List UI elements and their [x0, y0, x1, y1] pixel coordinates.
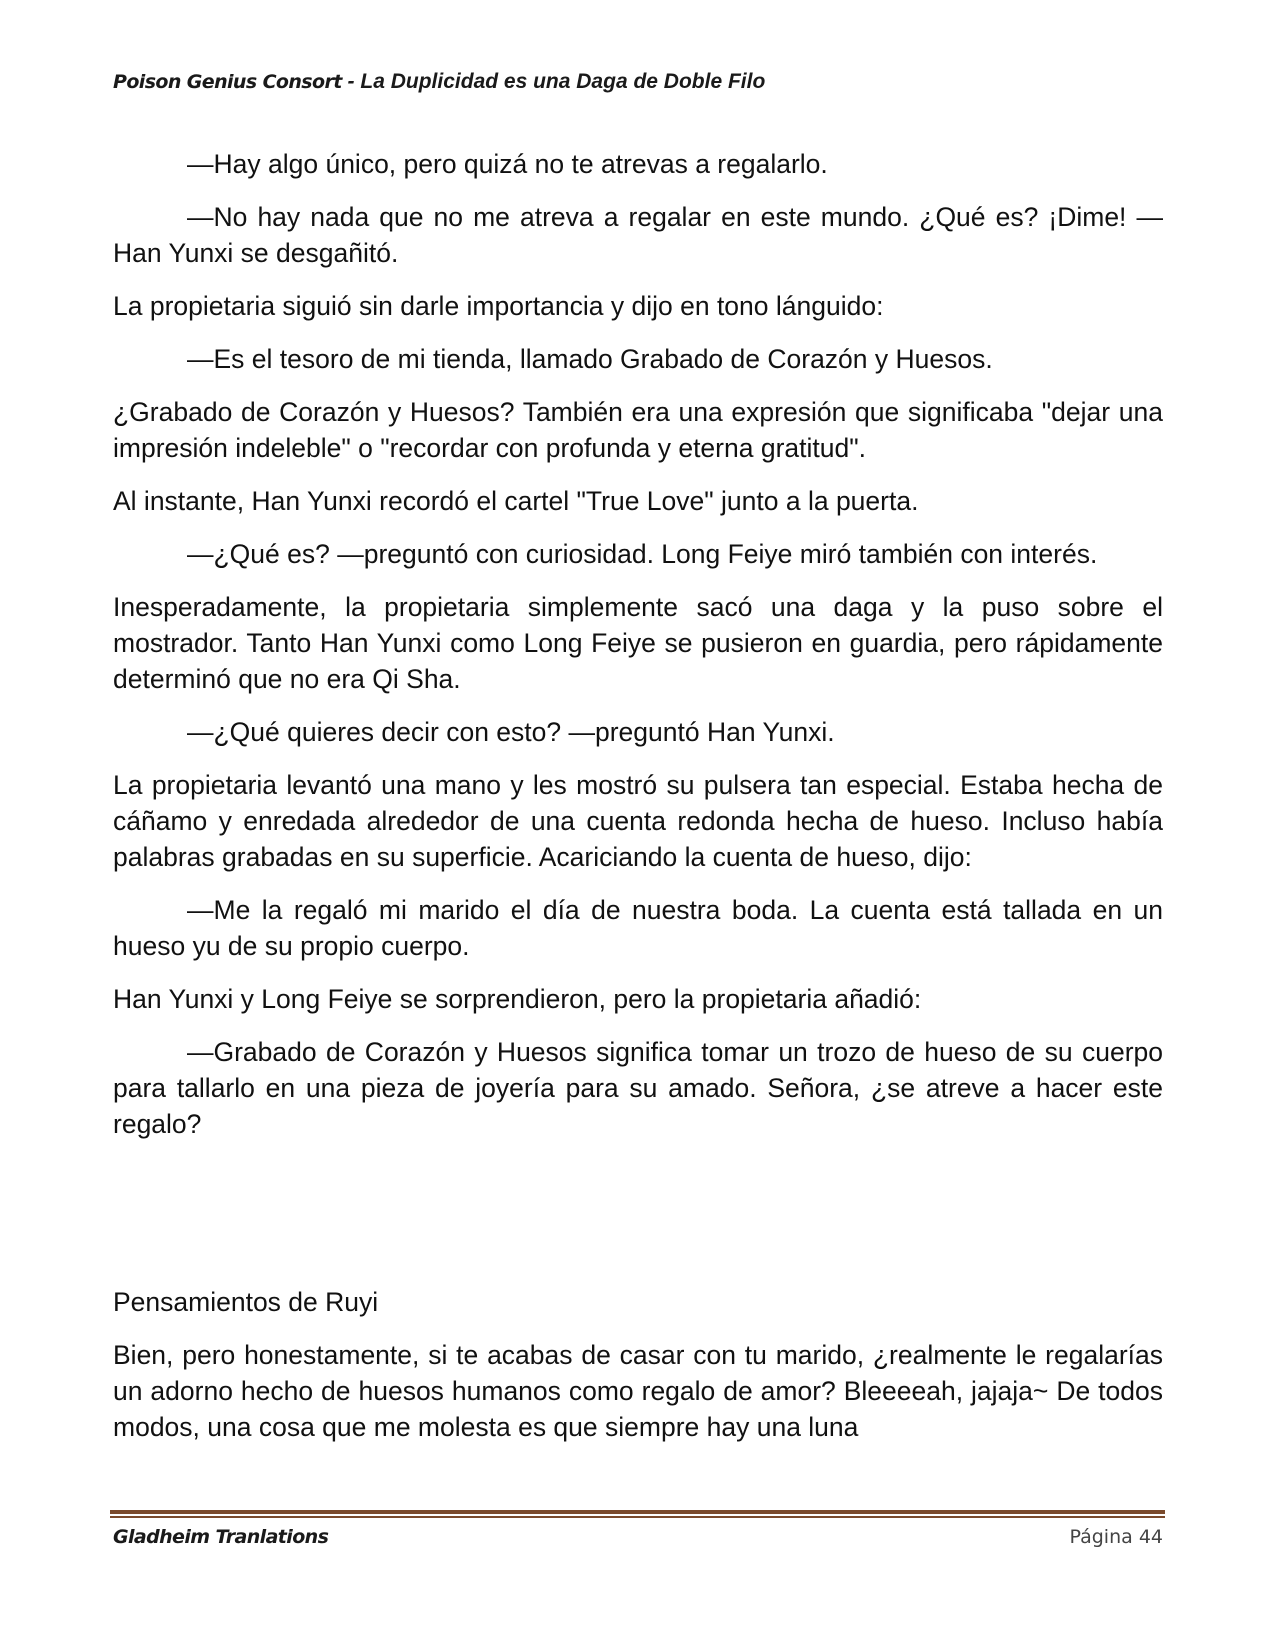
header-series-title: Poison Genius Consort [113, 71, 342, 93]
paragraph: La propietaria levantó una mano y les mostró su pulsera tan especial. Estaba hecha de cáñamo y enredada alrededor de una cuenta redonda hecha de hueso. Incluso había palabras grabadas en su superficie. Acariciando la cuenta de hueso, dijo: [113, 770, 1163, 872]
footer-divider-thin [110, 1516, 1165, 1518]
paragraph: Han Yunxi y Long Feiye se sorprendieron, pero la propietaria añadió: [113, 984, 922, 1014]
footer-divider-thick [110, 1510, 1165, 1514]
paragraph: —Hay algo único, pero quizá no te atrevas a regalarlo. [187, 149, 828, 179]
page-number [1069, 1526, 1163, 1548]
paragraph: —No hay nada que no me atreva a regalar en este mundo. ¿Qué es? ¡Dime! —Han Yunxi se desgañitó. [113, 202, 1163, 268]
paragraph: —Es el tesoro de mi tienda, llamado Grabado de Corazón y Huesos. [187, 344, 993, 374]
body-text [113, 146, 1163, 1462]
paragraph: Bien, pero honestamente, si te acabas de casar con tu marido, ¿realmente le regalarías un adorno hecho de huesos humanos como regalo de amor? Bleeeeah, jajaja~ De todos modos, una cosa que me molesta es que siempre hay una luna [113, 1340, 1163, 1442]
page-number-value: 44 [1138, 1526, 1163, 1548]
paragraph: Al instante, Han Yunxi recordó el cartel "True Love" junto a la puerta. [113, 486, 919, 516]
paragraph: —¿Qué es? —preguntó con curiosidad. Long Feiye miró también con interés. [187, 539, 1098, 569]
paragraph: —Me la regaló mi marido el día de nuestra boda. La cuenta está tallada en un hueso yu de su propio cuerpo. [113, 895, 1163, 961]
paragraph: —Grabado de Corazón y Huesos significa tomar un trozo de hueso de su cuerpo para tallarlo en una pieza de joyería para su amado. Señora, ¿se atreve a hacer este regalo? [113, 1037, 1163, 1139]
page-label: Página [1069, 1526, 1133, 1548]
paragraph: Inesperadamente, la propietaria simplemente sacó una daga y la puso sobre el mostrador. Tanto Han Yunxi como Long Feiye se pusieron en guardia, pero rápidamente determinó que no era Qi Sha. [113, 592, 1163, 694]
footer-group-name: Gladheim Tranlations [113, 1526, 329, 1548]
paragraph: La propietaria siguió sin darle importancia y dijo en tono lánguido: [113, 291, 884, 321]
header-chapter-title: La Duplicidad es una Daga de Doble Filo [360, 70, 766, 93]
section-heading: Pensamientos de Ruyi [113, 1287, 379, 1317]
page-header [113, 70, 1163, 94]
paragraph: —¿Qué quieres decir con esto? —preguntó Han Yunxi. [187, 717, 835, 747]
footer-divider [110, 1510, 1165, 1518]
paragraph: ¿Grabado de Corazón y Huesos? También era una expresión que significaba "dejar una impresión indeleble" o "recordar con profunda y eterna gratitud". [113, 397, 1163, 463]
header-separator: - [341, 70, 361, 93]
